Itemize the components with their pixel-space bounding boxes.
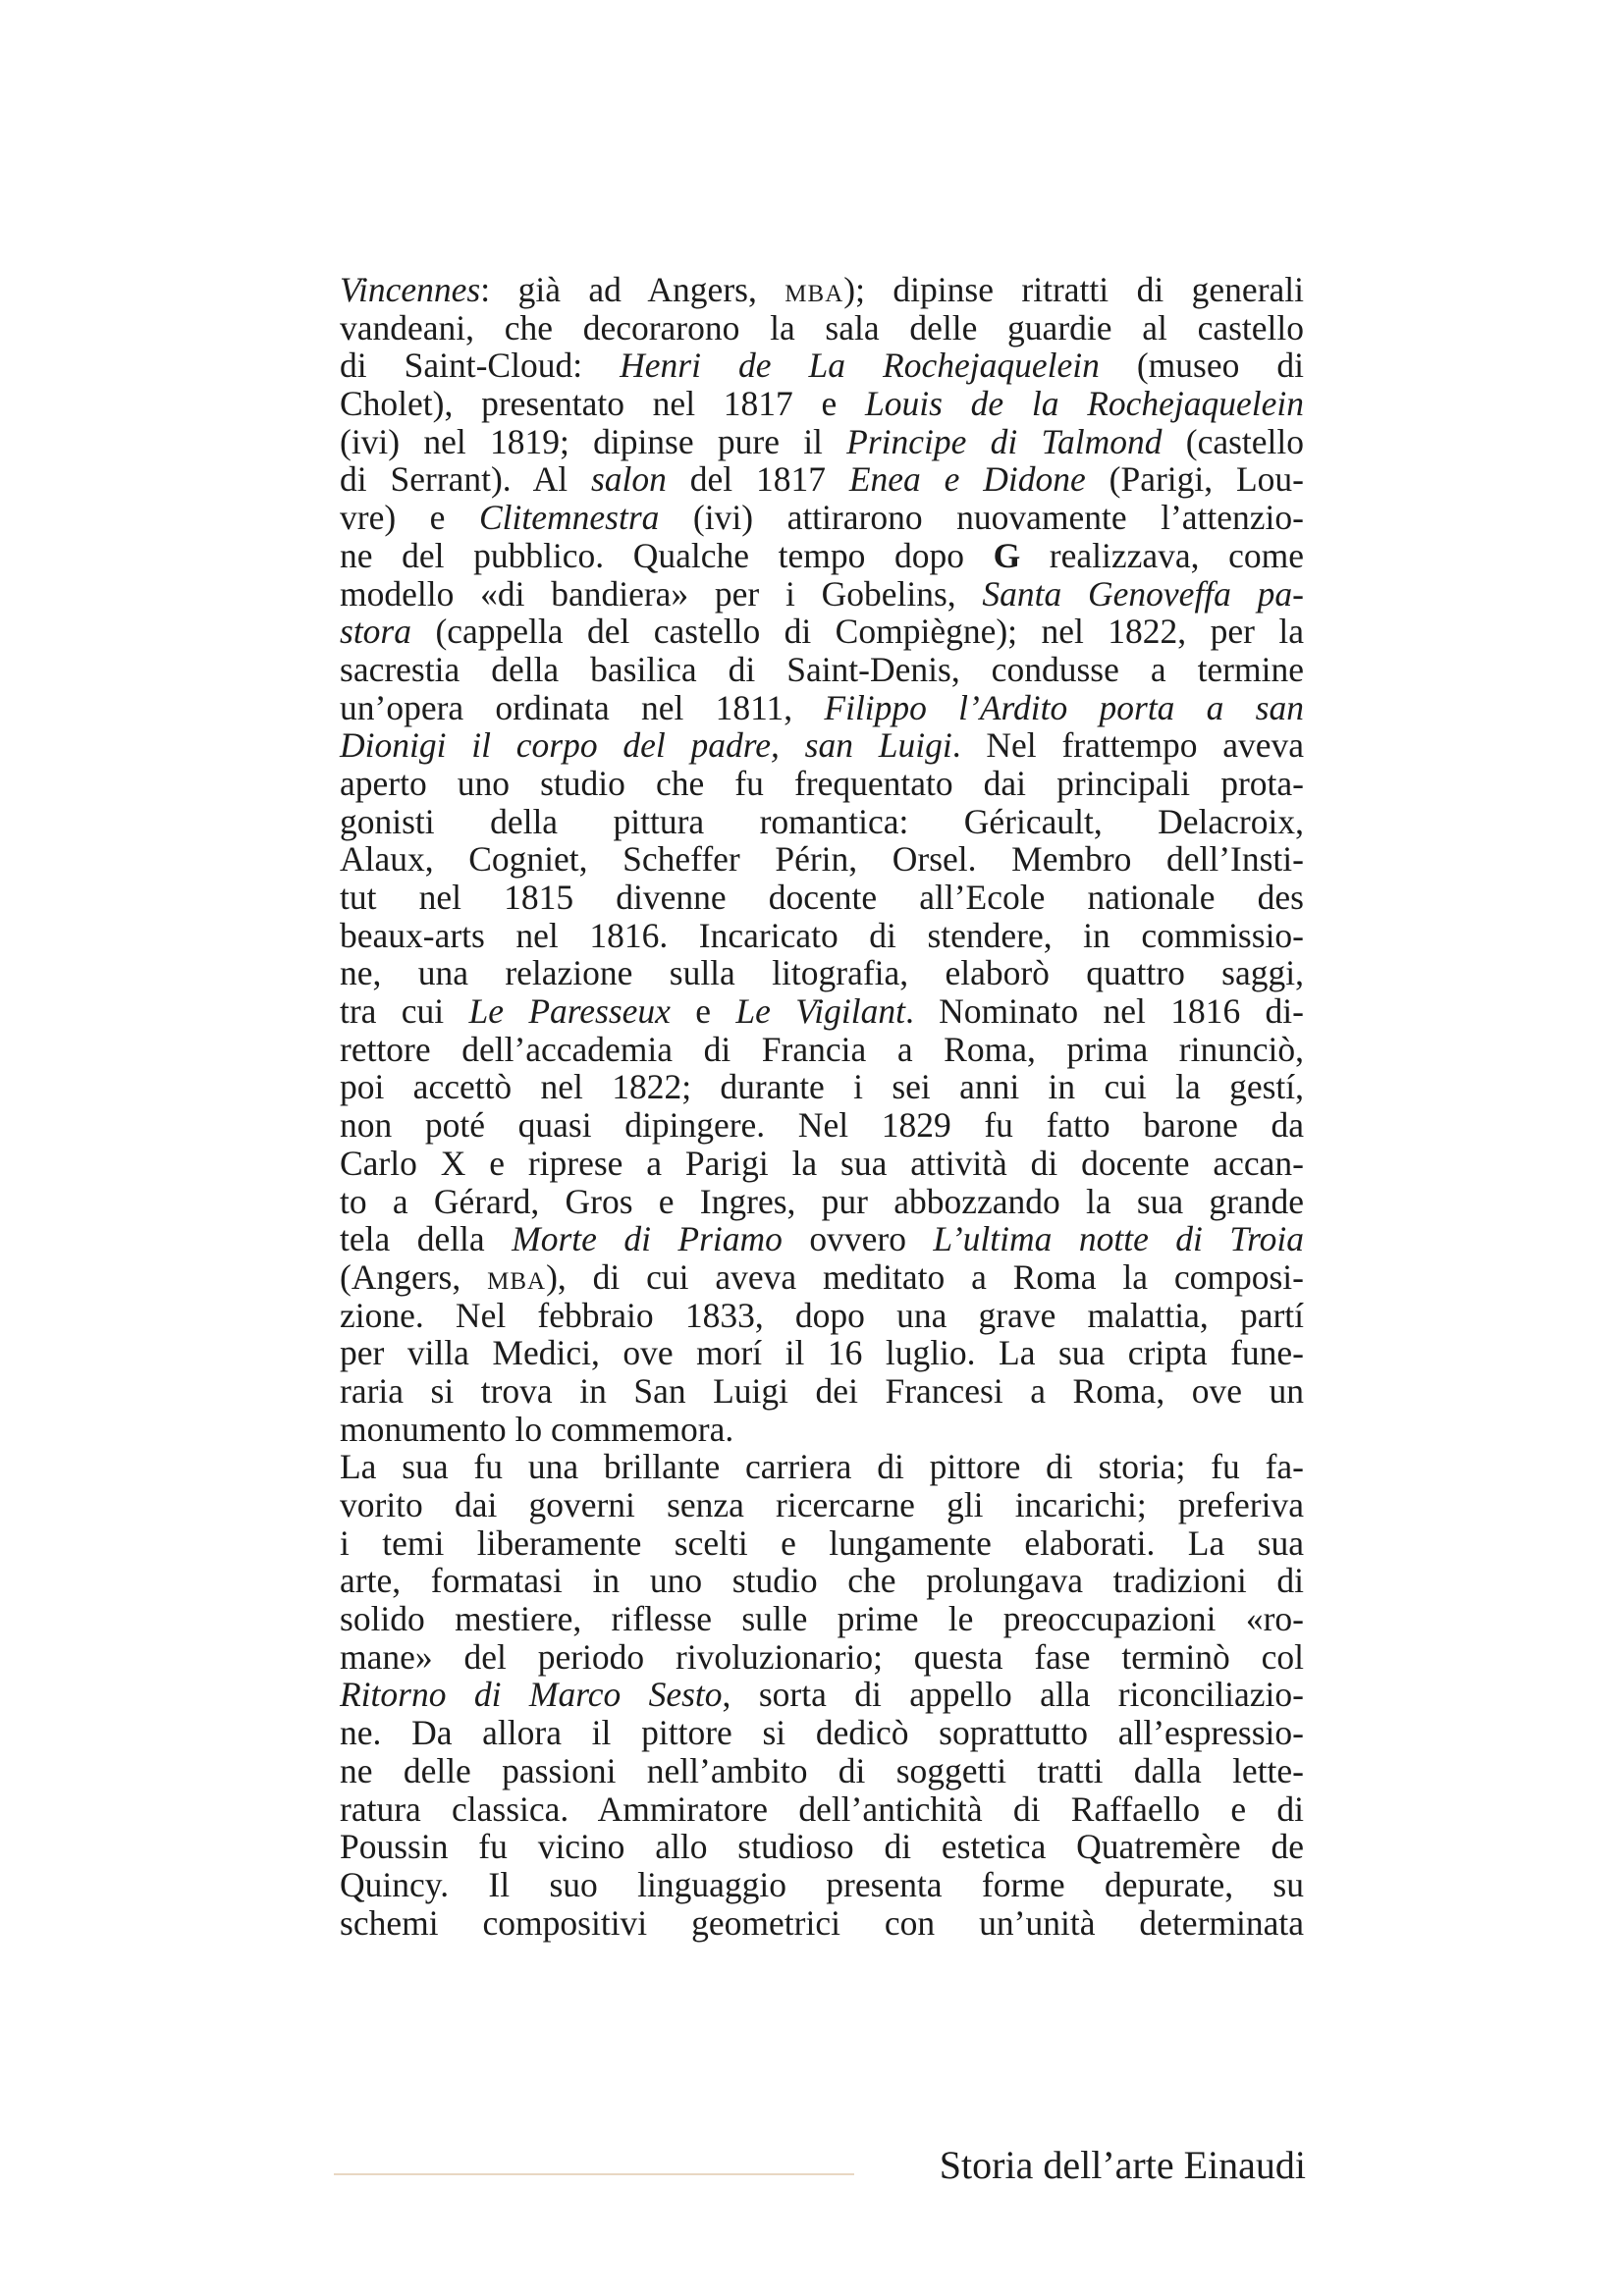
text-segment: ne delle passioni nell’ambito di soggetti tratti dalla lette- — [340, 1750, 1304, 1790]
text-line — [340, 840, 1304, 879]
italic-text: Louis de la Rochejaquelein — [864, 384, 1304, 424]
italic-text: Le Paresseux — [468, 991, 671, 1032]
text-line — [340, 385, 1304, 423]
text-segment: : già ad Angers, — [480, 270, 785, 309]
text-segment: rettore dell’accademia di Francia a Roma, prima rinunciò, — [340, 1029, 1304, 1069]
text-segment: ); dipinse ritratti di generali — [843, 270, 1304, 309]
italic-text: stora — [340, 612, 411, 652]
italic-text: Ritorno di Marco Sesto — [340, 1675, 723, 1715]
text-segment: mane» del periodo rivoluzionario; questa fase terminò col — [340, 1636, 1304, 1677]
text-segment: . Nel frattempo aveva — [951, 725, 1304, 766]
text-line — [340, 1828, 1304, 1866]
text-line — [340, 1145, 1304, 1183]
text-segment: Cholet), presentato nel 1817 e — [340, 384, 865, 424]
text-segment: gonisti della pittura romantica: Géricault, Delacroix, — [340, 801, 1304, 841]
text-line — [340, 689, 1304, 727]
text-segment: vorito dai governi senza ricercarne gli incarichi; preferiva — [340, 1485, 1304, 1524]
text-line — [340, 1638, 1304, 1677]
text-line — [340, 1600, 1304, 1638]
text-segment: arte, formatasi in uno studio che prolungava tradizioni di — [340, 1561, 1304, 1601]
text-segment: tut nel 1815 divenne docente all’Ecole nationale des — [340, 878, 1304, 917]
text-segment: solido mestiere, riflesse sulle prime le preoccupazioni «ro- — [340, 1599, 1304, 1639]
body-text — [340, 271, 1304, 1942]
text-line — [340, 992, 1304, 1031]
text-line — [340, 499, 1304, 537]
small-caps-text: mba — [487, 1256, 547, 1297]
text-segment: del 1817 — [666, 459, 849, 500]
text-segment: ), di cui aveva meditato a Roma la composi- — [546, 1256, 1304, 1297]
text-segment: per villa Medici, ove morí il 16 luglio. La sua cripta fune- — [340, 1333, 1304, 1373]
text-line — [340, 1220, 1304, 1258]
text-line — [340, 1562, 1304, 1600]
italic-text: Le Vigilant — [735, 991, 905, 1032]
text-line — [340, 1068, 1304, 1106]
text-line — [340, 1297, 1304, 1335]
text-segment: raria si trova in San Luigi dei Francesi a Roma, ove un — [340, 1370, 1304, 1411]
text-line — [340, 1448, 1304, 1486]
italic-text: Morte di Priamo — [512, 1219, 783, 1259]
text-line — [340, 1031, 1304, 1069]
text-line — [340, 1866, 1304, 1904]
italic-text: Vincennes — [340, 270, 481, 309]
italic-text: Santa Genoveffa pa- — [982, 573, 1304, 614]
text-segment: zione. Nel febbraio 1833, dopo una grave malattia, partí — [340, 1295, 1304, 1335]
text-line — [340, 1372, 1304, 1411]
text-segment: e — [670, 991, 736, 1032]
text-segment: Poussin fu vicino allo studioso di estetica Quatremère de — [340, 1827, 1304, 1867]
text-line — [340, 765, 1304, 803]
text-segment: (castello — [1162, 421, 1304, 461]
text-segment: sacrestia della basilica di Saint-Denis, condusse a termine — [340, 649, 1304, 689]
page-footer — [334, 2136, 1306, 2195]
text-line — [340, 651, 1304, 689]
text-line — [340, 423, 1304, 461]
text-line — [340, 1258, 1304, 1297]
text-segment: vandeani, che decorarono la sala delle guardie al castello — [340, 307, 1304, 347]
text-line — [340, 1904, 1304, 1943]
text-line — [340, 460, 1304, 499]
text-segment: (ivi) nel 1819; dipinse pure il — [340, 421, 847, 461]
text-segment: ne. Da allora il pittore si dedicò soprattutto all’espressio- — [340, 1713, 1304, 1753]
italic-text: Filippo l’Ardito porta a san — [824, 687, 1304, 727]
text-segment: (Parigi, Lou- — [1085, 459, 1304, 500]
text-segment: beaux-arts nel 1816. Incaricato di stendere, in commissio- — [340, 915, 1304, 955]
text-line — [340, 309, 1304, 347]
text-line — [340, 879, 1304, 917]
text-line — [340, 726, 1304, 765]
text-segment: schemi compositivi geometrici con un’unità determinata — [340, 1902, 1304, 1943]
text-segment: ne, una relazione sulla litografia, elaborò quattro saggi, — [340, 953, 1304, 993]
text-line — [340, 1752, 1304, 1790]
text-line — [340, 1486, 1304, 1524]
text-segment: di Serrant). Al — [340, 459, 591, 500]
text-segment: Carlo X e riprese a Parigi la sua attività di docente accan- — [340, 1143, 1304, 1183]
text-segment: un’opera ordinata nel 1811, — [340, 687, 825, 727]
italic-text: Principe di Talmond — [846, 421, 1163, 461]
text-line — [340, 271, 1304, 309]
text-line — [340, 1411, 1304, 1449]
italic-text: Clitemnestra — [478, 498, 660, 538]
text-segment: La sua fu una brillante carriera di pittore di storia; fu fa- — [340, 1447, 1304, 1487]
text-segment: vre) e — [340, 498, 479, 538]
text-line — [340, 1106, 1304, 1145]
italic-text: Enea e Didone — [848, 459, 1086, 500]
italic-text: L’ultima notte di Troia — [933, 1219, 1304, 1259]
text-segment: tra cui — [340, 991, 469, 1032]
text-line — [340, 803, 1304, 841]
italic-text: Dionigi il corpo del padre, san Luigi — [340, 725, 952, 766]
text-segment: modello «di bandiera» per i Gobelins, — [340, 573, 983, 614]
text-line — [340, 1334, 1304, 1372]
text-segment: non poté quasi dipingere. Nel 1829 fu fatto barone da — [340, 1105, 1304, 1146]
text-segment: tela della — [340, 1219, 513, 1259]
italic-text: salon — [590, 459, 667, 500]
text-line — [340, 1676, 1304, 1714]
footer-title: Storia dell’arte Einaudi — [939, 2143, 1306, 2187]
text-segment: ne del pubblico. Qualche tempo dopo — [340, 535, 994, 575]
text-segment: (museo di — [1099, 346, 1304, 386]
text-segment: ratura classica. Ammiratore dell’antichità di Raffaello e di — [340, 1789, 1304, 1829]
text-segment: monumento lo commemora. — [340, 1409, 734, 1449]
text-line — [340, 1524, 1304, 1563]
text-segment: poi accettò nel 1822; durante i sei anni in cui la gestí, — [340, 1067, 1304, 1107]
text-line — [340, 1790, 1304, 1829]
footer-rule — [334, 2173, 854, 2175]
text-line — [340, 1183, 1304, 1221]
text-line — [340, 613, 1304, 651]
italic-text: Henri de La Rochejaquelein — [620, 346, 1100, 386]
text-segment: i temi liberamente scelti e lungamente elaborati. La sua — [340, 1522, 1304, 1563]
text-line — [340, 954, 1304, 992]
text-segment: (Angers, — [340, 1256, 488, 1297]
bold-text: G — [993, 535, 1021, 575]
text-segment: , sorta di appello alla riconciliazio- — [722, 1675, 1304, 1715]
text-segment: (cappella del castello di Compiègne); nel 1822, per la — [411, 612, 1304, 652]
small-caps-text: mba — [784, 270, 844, 309]
text-segment: realizzava, come — [1020, 535, 1304, 575]
text-line — [340, 537, 1304, 575]
text-segment: ovvero — [782, 1219, 934, 1259]
text-line — [340, 917, 1304, 955]
text-segment: . Nominato nel 1816 di- — [904, 991, 1304, 1032]
text-segment: (ivi) attirarono nuovamente l’attenzio- — [659, 498, 1304, 538]
text-line — [340, 575, 1304, 614]
text-line — [340, 347, 1304, 385]
text-segment: to a Gérard, Gros e Ingres, pur abbozzando la sua grande — [340, 1181, 1304, 1221]
text-segment: Alaux, Cogniet, Scheffer Périn, Orsel. Membro dell’Insti- — [340, 839, 1304, 880]
text-segment: di Saint-Cloud: — [340, 346, 621, 386]
text-segment: aperto uno studio che fu frequentato dai principali prota- — [340, 763, 1304, 803]
text-segment: Quincy. Il suo linguaggio presenta forme depurate, su — [340, 1864, 1304, 1904]
text-line — [340, 1714, 1304, 1752]
